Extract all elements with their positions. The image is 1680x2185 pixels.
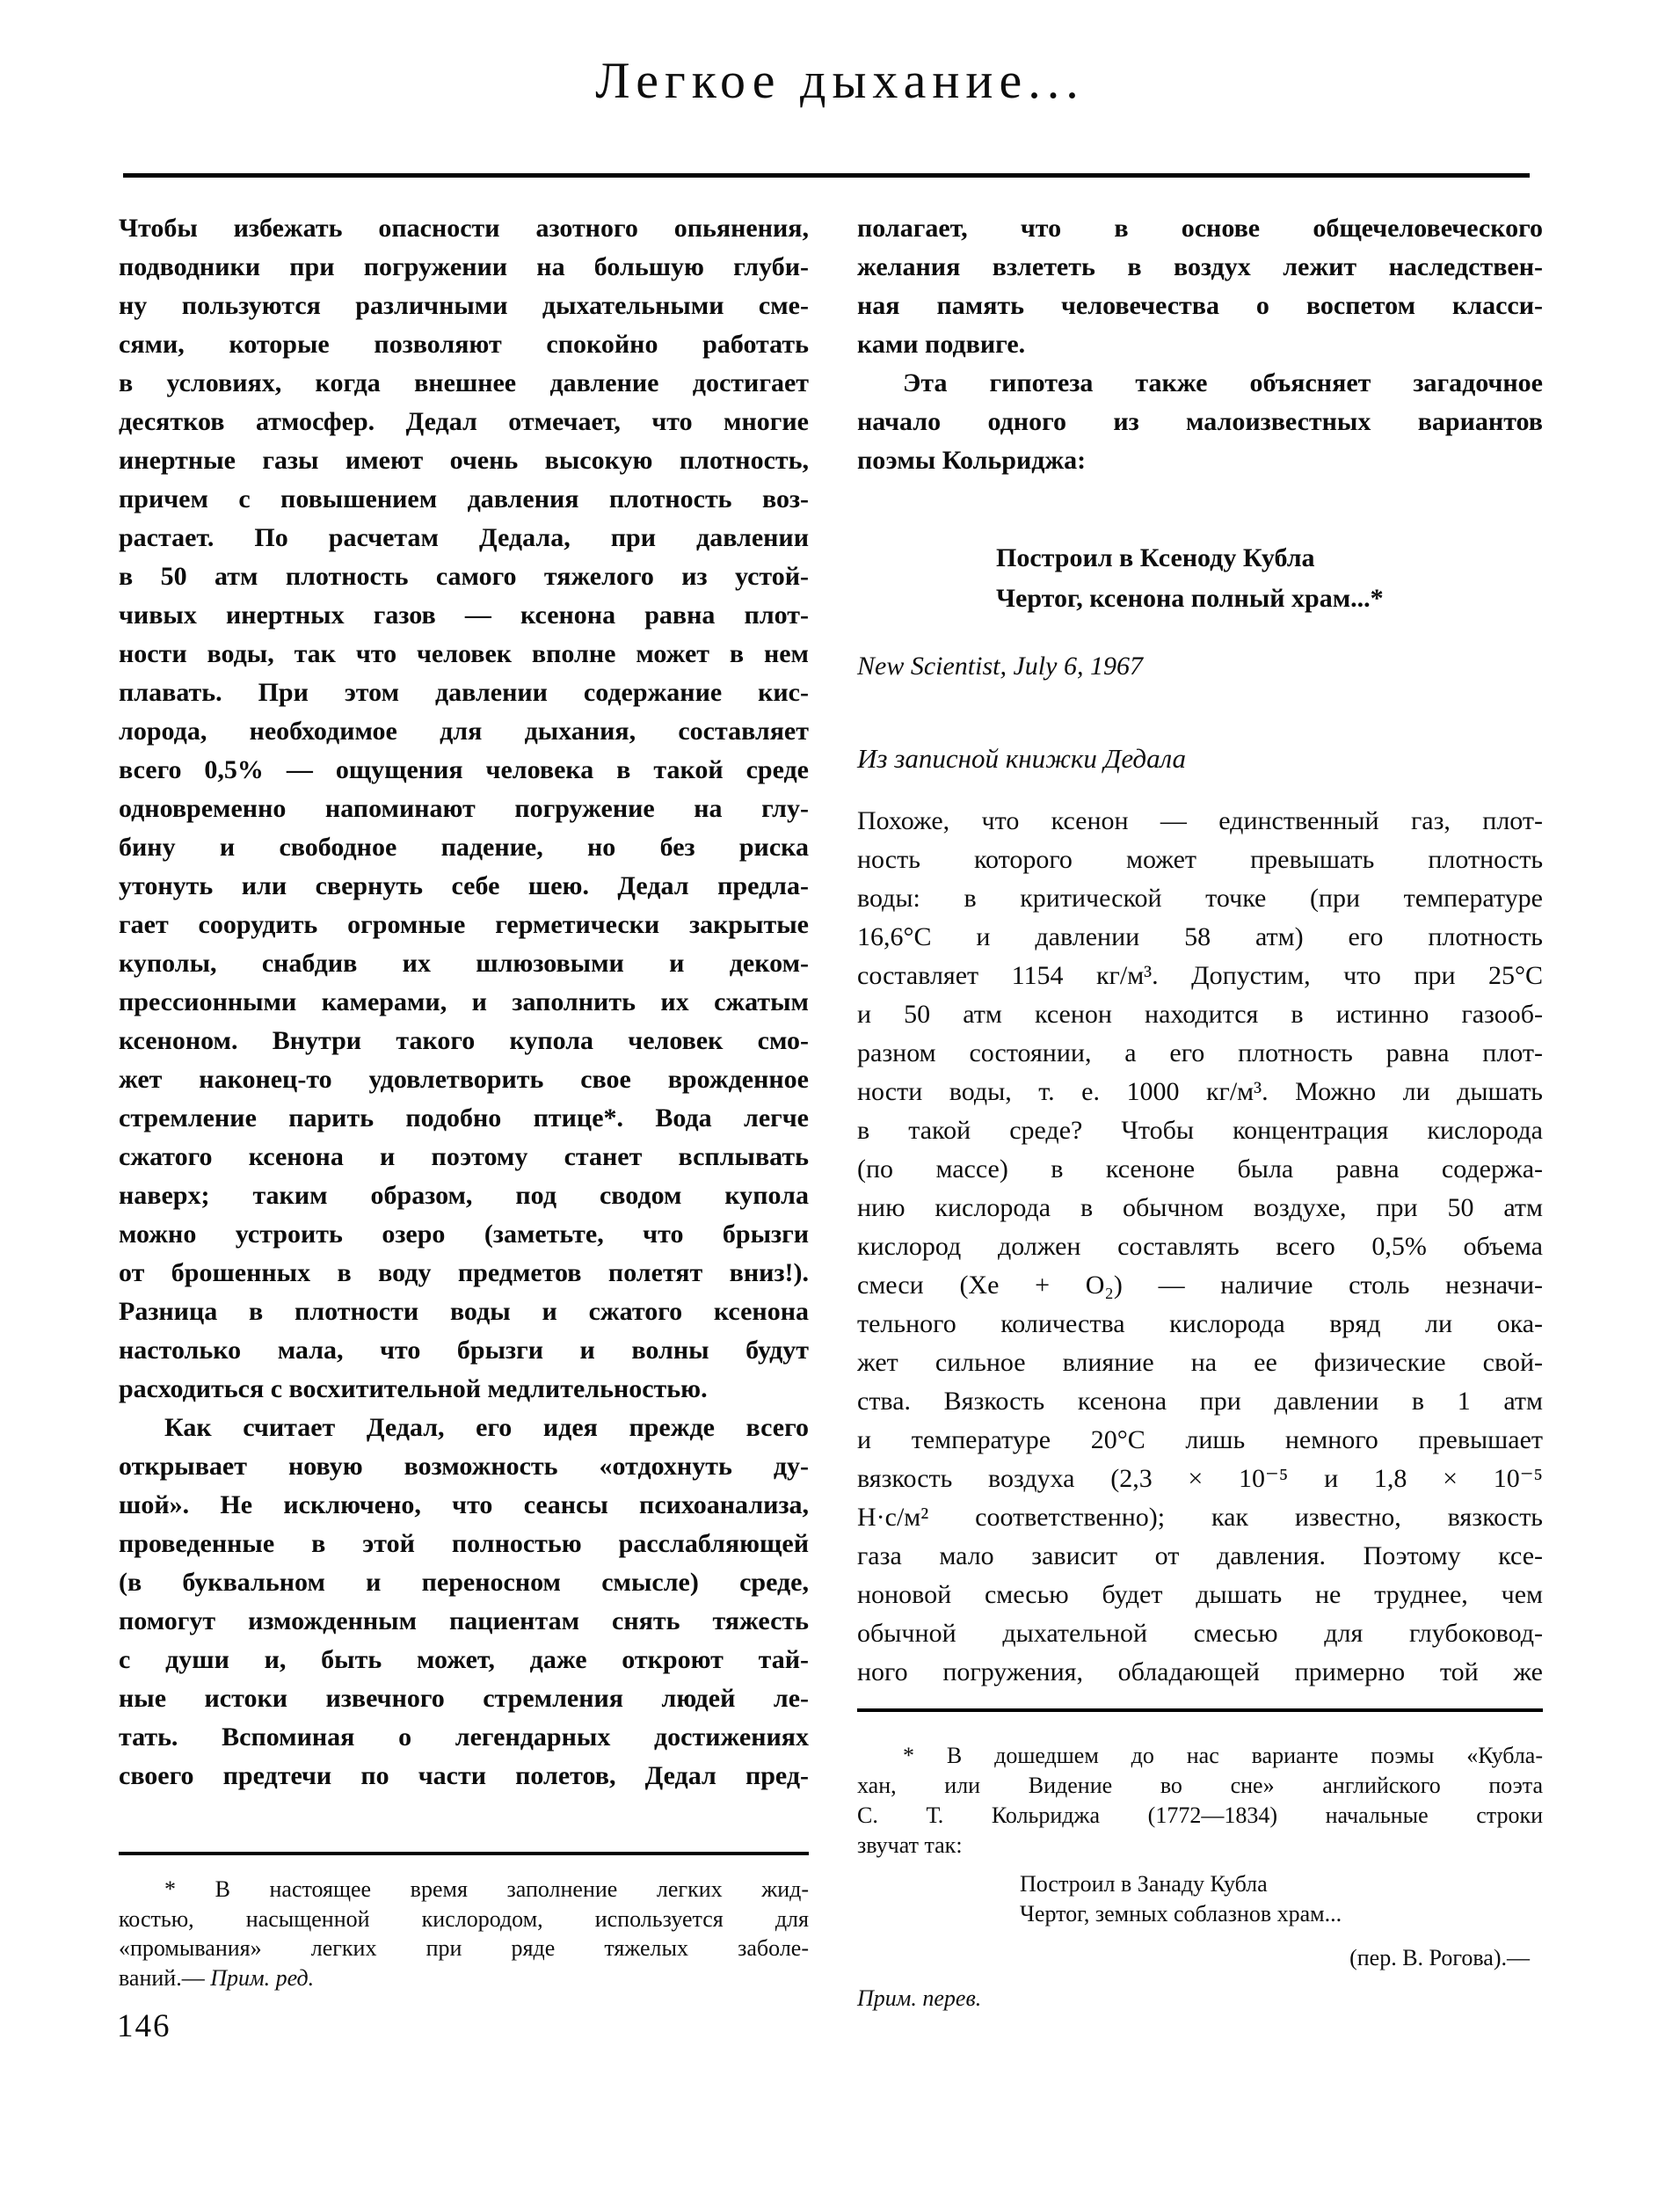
text-line: желания взлететь в воздух лежит наследствен- [857,252,1543,281]
left-footnote-rule [119,1852,809,1855]
text-line: стремление парить подобно птице*. Вода легче [119,1103,809,1133]
text-line: Чтобы избежать опасности азотного опьянения, [119,214,809,243]
text-line: обычной дыхательной смесью для глубоковод- [857,1619,1543,1648]
text-line: Н·с/м² соответственно); как известно, вязкость [857,1503,1543,1532]
text-line: (в буквальном и переносном смысле) среде, [119,1568,809,1597]
right-paragraph-2 [857,364,1543,480]
text-line: и температуре 20°С лишь немного превышает [857,1425,1543,1454]
text-line: можно устроить озеро (заметьте, что брызги [119,1220,809,1249]
text-line: одновременно напоминают погружение на глу- [119,794,809,823]
text-line: проведенные в этой полностью расслабляющей [119,1529,809,1558]
right-footnote-verse [1020,1869,1543,1929]
text-line: ками подвиге. [857,330,1026,359]
text-line: гает соорудить огромные герметически закрытые [119,910,809,939]
text-line: * В дошедшем до нас варианте поэмы «Кубла- [903,1743,1543,1768]
right-footnote-credit [857,1943,1543,1973]
text-line: воды: в критической точке (при температуре [857,884,1543,913]
text-line: плавать. При этом давлении содержание кис- [119,678,809,707]
text-line: тать. Вспоминая о легендарных достижениях [119,1723,809,1752]
text-line: ности воды, так что человек вполне может в нем [119,639,809,668]
left-paragraph-1 [119,209,809,1409]
text-line: Чертог, ксенона полный храм...* [996,584,1384,613]
text-line: нию кислорода в обычном воздухе, при 50 атм [857,1193,1543,1222]
text-line: ксеноном. Внутри такого купола человек смо- [119,1026,809,1055]
text-line: ну пользуются различными дыхательными сме- [119,291,809,320]
text-line: с души и, быть может, даже откроют тай- [119,1645,809,1674]
text-line: своего предтечи по части полетов, Дедал пред- [119,1761,809,1790]
left-column [119,209,809,1795]
right-paragraph-1 [857,209,1543,364]
text-line: (пер. В. Рогова).— [1349,1945,1530,1970]
text-line: тельного количества кислорода вряд ли ока- [857,1309,1543,1338]
text-line: жет наконец-то удовлетворить свое врожденное [119,1065,809,1094]
text-line: Из записной книжки Дедала [857,743,1186,774]
text-line: начало одного из малоизвестных вариантов [857,407,1543,436]
text-line: шой». Не исключено, что сеансы психоанализа, [119,1490,809,1519]
text-line: подводники при погружении на большую глуби- [119,252,809,281]
text-line: 16,6°С и давлении 58 атм) его плотность [857,922,1543,951]
right-footnote-note [857,1984,1543,2014]
text-line: настолько мала, что брызги и волны будут [119,1336,809,1365]
text-line: полагает, что в основе общечеловеческого [857,214,1543,243]
text-line: Построил в Занаду Кубла [1020,1871,1268,1897]
text-line: в условиях, когда внешнее давление достигает [119,368,809,397]
right-footnote-paragraph [857,1741,1543,1861]
text-line: ного погружения, обладающей примерно той же [857,1657,1543,1686]
text-line: десятков атмосфер. Дедал отмечает, что многие [119,407,809,436]
text-line: ная память человечества о воспетом класси- [857,291,1543,320]
text-line: от брошенных в воду предметов полетят вниз!). [119,1258,809,1287]
page-title: Легкое дыхание... [595,52,1085,109]
text-line: составляет 1154 кг/м³. Допустим, что при 25°С [857,961,1543,990]
text-line: причем с повышением давления плотность воз- [119,484,809,513]
text-line: New Scientist, July 6, 1967 [857,652,1143,681]
text-line: открывает новую возможность «отдохнуть ду- [119,1452,809,1481]
text-line: в 50 атм плотность самого тяжелого из устой- [119,562,809,591]
text-line: жет сильное влияние на ее физические свой- [857,1348,1543,1377]
title-divider-rule [123,173,1530,178]
text-line: сжатого ксенона и поэтому станет всплывать [119,1142,809,1171]
text-line: куполы, снабдив их шлюзовыми и деком- [119,949,809,978]
right-paragraph-3 [857,802,1543,1692]
text-line: «промывания» легких при ряде тяжелых заболе- [119,1935,809,1961]
text-line: помогут изможденным пациентам снять тяжесть [119,1606,809,1635]
text-line: ноновой смесью будет дышать не труднее, чем [857,1580,1543,1609]
italic-text-segment: Прим. ред. [210,1964,315,1991]
text-segment: ваний.— [119,1964,211,1991]
text-line: в такой среде? Чтобы концентрация кислорода [857,1116,1543,1145]
text-line: ности воды, т. е. 1000 кг/м³. Можно ли дышать [857,1077,1543,1106]
text-line: звучат так: [857,1832,963,1858]
text-line: Как считает Дедал, его идея прежде всего [164,1413,809,1442]
text-line: лорода, необходимое для дыхания, составляет [119,717,809,746]
text-line: расходиться с восхитительной медлительностью. [119,1374,708,1403]
text-line: бину и свободное падение, но без риска [119,833,809,862]
text-line: всего 0,5% — ощущения человека в такой среде [119,755,809,784]
text-line: Прим. перев. [857,1985,982,2011]
text-line: чивых инертных газов — ксенона равна плот- [119,601,809,630]
text-line: прессионными камерами, и заполнить их сжатым [119,987,809,1016]
text-line: Эта гипотеза также объясняет загадочное [903,368,1543,397]
right-column-top [857,209,1543,480]
text-line: сями, которые позволяют спокойно работать [119,330,809,359]
left-paragraph-2 [119,1409,809,1795]
text-line: утонуть или свернуть себе шею. Дедал предла- [119,871,809,900]
text-line: и 50 атм ксенон находится в истинно газооб- [857,1000,1543,1029]
verse-quote [996,538,1541,619]
text-line [119,1963,809,1993]
text-line: Построил в Ксеноду Кубла [996,543,1315,572]
text-line: ность которого может превышать плотность [857,845,1543,874]
text-line: растает. По расчетам Дедала, при давлении [119,523,809,552]
text-line: костью, насыщенной кислородом, используется для [119,1905,809,1932]
right-footnote-rule [857,1708,1543,1712]
text-line: ные истоки извечного стремления людей ле- [119,1684,809,1713]
text-line: * В настоящее время заполнение легких жид- [164,1876,809,1902]
text-line: Разница в плотности воды и сжатого ксенона [119,1297,809,1326]
text-line: поэмы Кольриджа: [857,446,1087,475]
source-citation [857,649,1543,684]
page-number: 146 [117,2008,171,2044]
text-line: Похоже, что ксенон — единственный газ, плот- [857,806,1543,835]
text-line: инертные газы имеют очень высокую плотность, [119,446,809,475]
text-line: Чертог, земных соблазнов храм... [1020,1901,1342,1926]
text-line: кислород должен составлять всего 0,5% объема [857,1232,1543,1261]
right-footnote [857,1741,1543,2014]
text-line: (по массе) в ксеноне была равна содержа- [857,1154,1543,1184]
text-line: наверх; таким образом, под сводом купола [119,1181,809,1210]
text-line: газа мало зависит от давления. Поэтому ксе- [857,1541,1543,1570]
section-heading [857,741,1543,776]
text-line: вязкость воздуха (2,3 × 10⁻⁵ и 1,8 × 10⁻⁵ [857,1464,1543,1493]
text-line: хан, или Видение во сне» английского поэта [857,1773,1543,1798]
text-line: разном состоянии, а его плотность равна плот- [857,1038,1543,1067]
right-column-main [857,802,1543,1692]
text-line: смеси (Хе + О₂) — наличие столь незначи- [857,1271,1543,1300]
text-line: С. Т. Кольриджа (1772—1834) начальные строки [857,1803,1543,1828]
text-line: ства. Вязкость ксенона при давлении в 1 атм [857,1387,1543,1416]
left-footnote [119,1875,809,1992]
